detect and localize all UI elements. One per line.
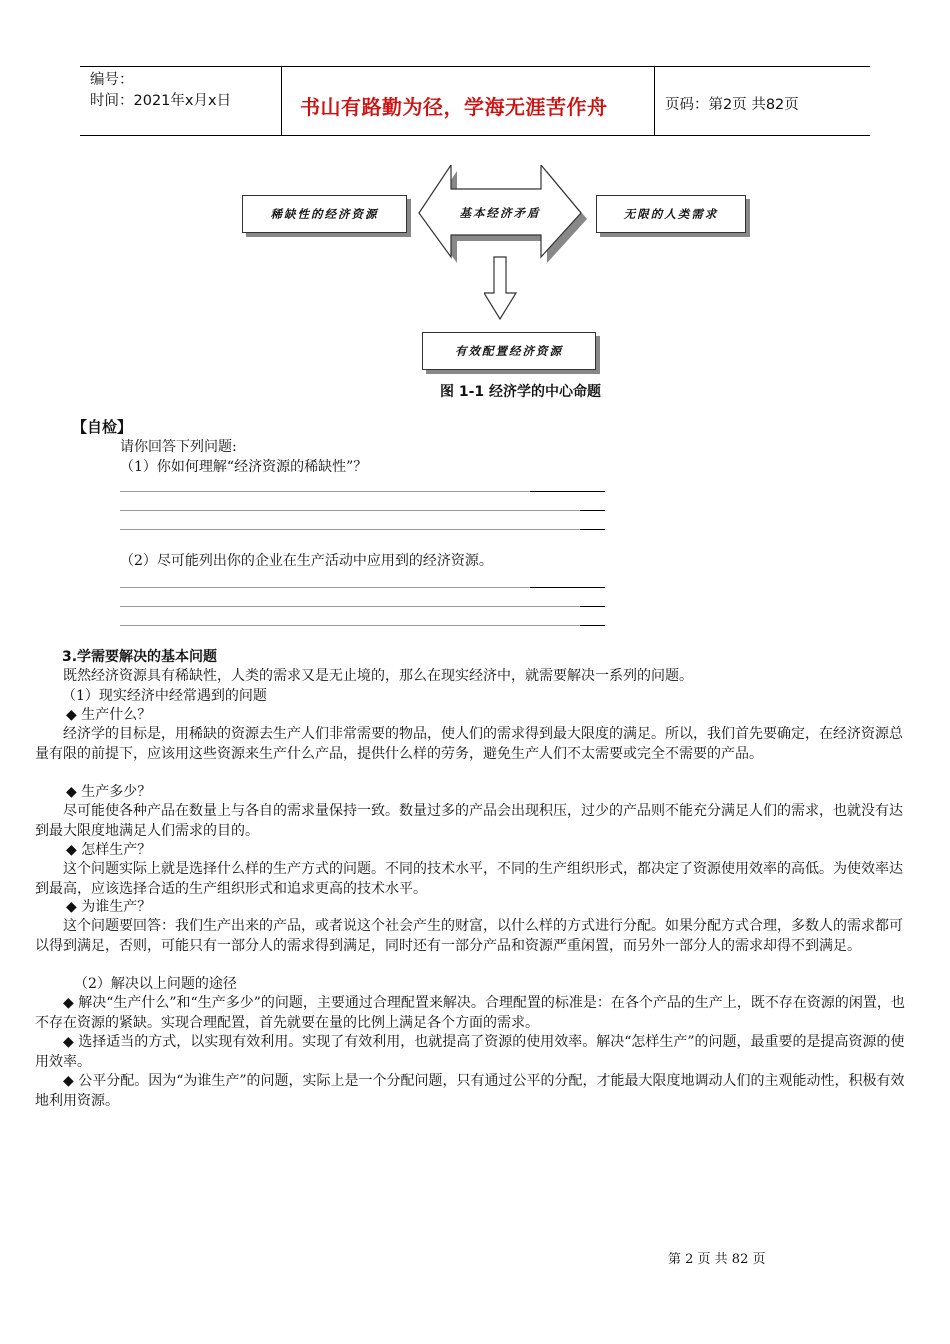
header-meta: [90, 70, 231, 112]
date-label: 时间：2021年x月x日: [90, 93, 232, 109]
answer-line: [530, 491, 605, 492]
question-1: （1）你如何理解“经济资源的稀缺性”？: [120, 459, 368, 475]
bullet-how-much-text: 尽可能使各种产品在数量上与各自的需求量保持一致。数量过多的产品会出现积压，过少的产品则不能充分满足人们的需求，也就没有达到最大限度地满足人们需求的目的。: [35, 803, 903, 839]
subsection-1-title: （1）现实经济中经常遇到的问题: [62, 688, 267, 704]
bullet-for-whom-text: 这个问题要回答：我们生产出来的产品，或者说这个社会产生的财富，以什么样的方式进行分配。如果分配方式合理，多数人的需求都可以得到满足，否则，可能只有一部分人的需求得到满足，同时还有一部分产品和资源严重闲置，而另外一部分人的需求却得不到满足。: [35, 918, 903, 954]
section-intro: 既然经济资源具有稀缺性，人类的需求又是无止境的，那么在现实经济中，就需要解决一系列的问题。: [63, 668, 693, 684]
figure-caption: 图 1-1 经济学的中心命题: [440, 384, 602, 400]
basic-contradiction-label: 基本经济矛盾: [459, 206, 541, 220]
bullet-for-whom-title: ◆ 为谁生产？: [66, 899, 152, 915]
answer-line: [120, 587, 530, 588]
bullet-how-much-title: ◆ 生产多少？: [66, 784, 152, 800]
page-footer: 第 2 页 共 82 页: [668, 1252, 766, 1267]
answer-line: [580, 529, 605, 530]
header-divider: [281, 66, 282, 136]
bullet-what-title: ◆ 生产什么？: [66, 707, 152, 723]
human-needs-label: 无限的人类需求: [623, 207, 719, 221]
bullet-how-text: 这个问题实际上就是选择什么样的生产方式的问题。不同的技术水平，不同的生产组织形式，都决定了资源使用效率的高低。为使效率达到最高，应该选择合适的生产组织形式和追求更高的技术水平。: [35, 861, 903, 897]
self-check-title: 【自检】: [72, 418, 133, 436]
bullet-what-text: 经济学的目标是，用稀缺的资源去生产人们非常需要的物品，使人们的需求得到最大限度的满足。所以，我们首先要确定，在经济资源总量有限的前提下，应该用这些资源来生产什么产品，提供什么样的劳务，避免生产人们不太需要或完全不需要的产品。: [35, 726, 903, 762]
number-label: 编号：: [90, 72, 134, 88]
answer-line: [120, 625, 580, 626]
solution-3: ◆ 公平分配。因为“为谁生产”的问题，实际上是一个分配问题，只有通过公平的分配，才能最大限度地调动人们的主观能动性，积极有效地利用资源。: [35, 1073, 905, 1109]
header-motto: 书山有路勤为径，学海无涯苦作舟: [300, 95, 608, 119]
answer-line: [120, 510, 580, 511]
solution-1: ◆ 解决“生产什么”和“生产多少”的问题，主要通过合理配置来解决。合理配置的标准是：在各个产品的生产上，既不存在资源的闲置，也不存在资源的紧缺。实现合理配置，首先就要在量的比例上满足各个方面的需求。: [35, 995, 905, 1031]
down-arrow-icon: [484, 255, 520, 321]
allocation-label: 有效配置经济资源: [455, 344, 563, 358]
answer-line: [120, 491, 530, 492]
section-heading: 3.学需要解决的基本问题: [62, 649, 218, 665]
question-2: （2）尽可能列出你的企业在生产活动中应用到的经济资源。: [120, 553, 493, 569]
answer-line: [120, 529, 580, 530]
scarce-resources-label: 稀缺性的经济资源: [270, 207, 379, 221]
answer-line: [580, 606, 605, 607]
header-page-info: 页码：第2页 共82页: [665, 97, 799, 113]
human-needs-box: [596, 195, 746, 233]
scarce-resources-box: [242, 195, 407, 233]
subsection-2-title: （2）解决以上问题的途径: [74, 976, 237, 992]
allocation-box: [422, 332, 596, 370]
answer-line: [580, 510, 605, 511]
solution-2: ◆ 选择适当的方式，以实现有效利用。实现了有效利用，也就提高了资源的使用效率。解决“怎样生产”的问题，最重要的是提高资源的使用效率。: [35, 1034, 905, 1070]
self-check-prompt: 请你回答下列问题:: [120, 439, 237, 455]
answer-line: [530, 587, 605, 588]
header-divider: [654, 66, 655, 136]
bullet-how-title: ◆ 怎样生产？: [66, 842, 152, 858]
answer-line: [580, 625, 605, 626]
answer-line: [120, 606, 580, 607]
